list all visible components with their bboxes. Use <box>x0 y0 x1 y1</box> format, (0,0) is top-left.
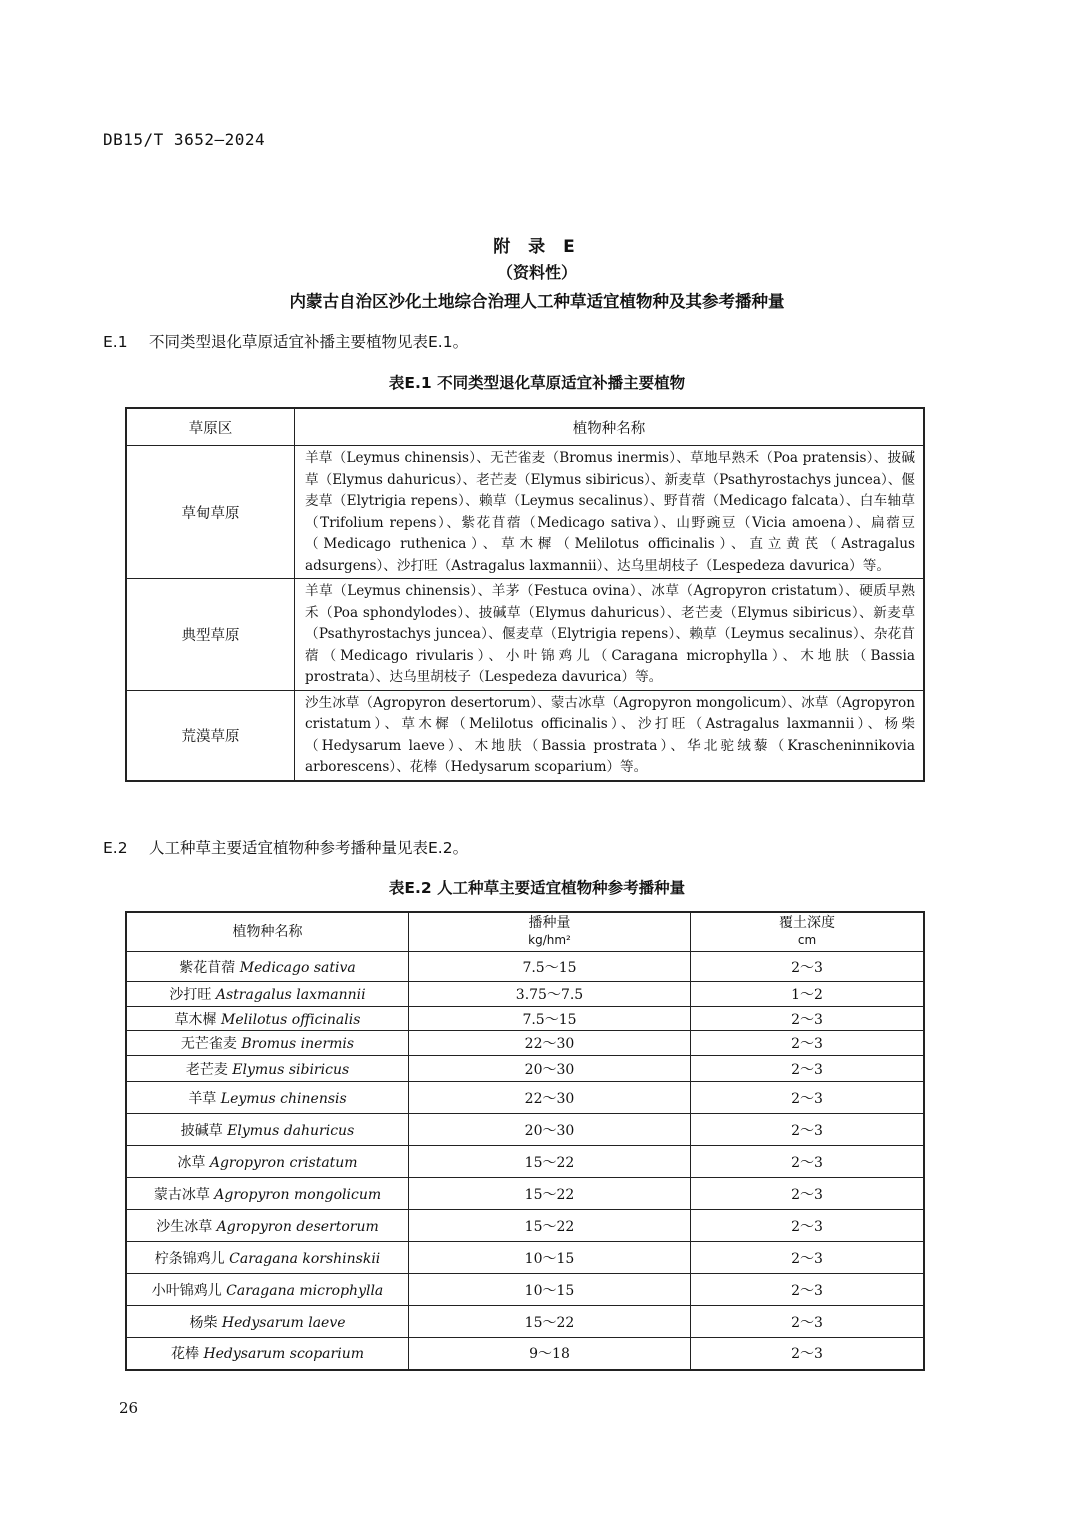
table-row <box>126 1178 924 1210</box>
standard-code: DB15/T 3652—2024 <box>103 130 266 149</box>
soil-depth-cell: 2～3 <box>691 1306 925 1338</box>
plant-name-cell <box>126 1274 409 1306</box>
region-cell: 草甸草原 <box>126 446 295 579</box>
clause-number: E.2 <box>103 839 128 857</box>
table-row <box>126 1338 924 1370</box>
plant-chinese-name: 沙打旺 <box>169 987 212 1003</box>
region-cell: 典型草原 <box>126 579 295 691</box>
plant-chinese-name: 羊草 <box>188 1090 217 1107</box>
soil-depth-cell: 2～3 <box>691 1338 925 1370</box>
table-row <box>126 1274 924 1306</box>
plant-name-cell <box>126 1114 409 1146</box>
seeding-rate-cell: 20～30 <box>409 1056 691 1082</box>
plant-scientific-name: Bromus inermis <box>241 1036 355 1052</box>
plant-scientific-name: Elymus dahuricus <box>227 1122 355 1139</box>
table-row <box>126 1210 924 1242</box>
table1-caption: 表E.1 不同类型退化草原适宜补播主要植物 <box>388 374 686 392</box>
seeding-rate-cell: 7.5～15 <box>409 1007 691 1031</box>
plant-scientific-name: Leymus chinensis <box>220 1090 347 1107</box>
column-header-rate <box>409 912 691 952</box>
plant-name-cell <box>126 952 409 982</box>
plant-chinese-name: 蒙古冰草 <box>153 1186 210 1203</box>
seeding-rate-cell: 10～15 <box>409 1274 691 1306</box>
plant-name-cell <box>126 1056 409 1082</box>
table-row <box>126 1031 924 1056</box>
rate-unit: kg/hm² <box>528 933 571 947</box>
table-row <box>126 690 924 781</box>
region-cell: 荒漠草原 <box>126 690 295 781</box>
plant-name-cell <box>126 982 409 1007</box>
plant-chinese-name: 冰草 <box>177 1154 206 1171</box>
plant-chinese-name: 沙生冰草 <box>156 1218 213 1235</box>
plant-chinese-name: 草木樨 <box>174 1011 217 1028</box>
species-cell: 羊草（Leymus chinensis）、羊茅（Festuca ovina）、冰草（Agropyron cristatum）、硬质早熟禾（Poa sphondylodes）、披碱草（Elymus dahuricus）、老芒麦（Elymus sibiricus）、新麦草（Psathyrostachys juncea）、偃麦草（Elytrigia repens）、赖草（Leymus secalinus）、杂花苜蓿（Medicago rivularis）、小叶锦鸡儿（Caragana microphylla）、木地肤（Bassia prostrata）、达乌里胡枝子（Lespedeza davurica）等。 <box>295 579 925 691</box>
column-header-depth <box>691 912 925 952</box>
column-header-name: 植物种名称 <box>126 912 409 952</box>
plant-scientific-name: Caragana korshinskii <box>229 1250 381 1267</box>
plant-name-cell <box>126 1031 409 1056</box>
table-row <box>126 1306 924 1338</box>
table-e2 <box>125 911 925 1371</box>
plant-name-cell <box>126 1178 409 1210</box>
table-e1 <box>125 407 925 782</box>
plant-name-cell <box>126 1306 409 1338</box>
plant-scientific-name: Astragalus laxmannii <box>215 987 366 1003</box>
seeding-rate-cell: 20～30 <box>409 1114 691 1146</box>
column-header-region: 草原区 <box>126 408 295 446</box>
appendix-type: （资料性） <box>496 263 577 282</box>
plant-scientific-name: Elymus sibiricus <box>232 1061 350 1078</box>
seeding-rate-cell: 10～15 <box>409 1242 691 1274</box>
seeding-rate-cell: 15～22 <box>409 1306 691 1338</box>
plant-name-cell <box>126 1338 409 1370</box>
plant-scientific-name: Agropyron cristatum <box>209 1154 358 1171</box>
soil-depth-cell: 2～3 <box>691 1146 925 1178</box>
seeding-rate-cell: 15～22 <box>409 1210 691 1242</box>
plant-chinese-name: 杨柴 <box>189 1314 218 1331</box>
table-row <box>126 952 924 982</box>
depth-unit: cm <box>797 933 817 947</box>
table-row <box>126 982 924 1007</box>
soil-depth-cell: 2～3 <box>691 1178 925 1210</box>
seeding-rate-cell: 22～30 <box>409 1082 691 1114</box>
table-row <box>126 446 924 579</box>
table-row <box>126 1082 924 1114</box>
plant-scientific-name: Medicago sativa <box>239 959 356 976</box>
plant-scientific-name: Agropyron mongolicum <box>214 1186 382 1203</box>
depth-label: 覆土深度 <box>779 915 835 931</box>
clause-e1 <box>103 330 468 352</box>
clause-text: 不同类型退化草原适宜补播主要植物见表E.1。 <box>149 333 469 351</box>
seeding-rate-cell: 9～18 <box>409 1338 691 1370</box>
plant-scientific-name: Agropyron desertorum <box>216 1218 379 1235</box>
species-cell: 羊草（Leymus chinensis）、无芒雀麦（Bromus inermis）、草地早熟禾（Poa pratensis）、披碱草（Elymus dahuricus）、老芒麦（Elymus sibiricus）、新麦草（Psathyrostachys juncea）、偃麦草（Elytrigia repens）、赖草（Leymus secalinus）、野苜蓿（Medicago falcata）、白车轴草（Trifolium repens）、紫花苜蓿（Medicago sativa）、山野豌豆（Vicia amoena）、扁蓿豆（Medicago ruthenica）、草木樨（Melilotus officinalis）、直立黄芪（Astragalus adsurgens）、沙打旺（Astragalus laxmannii）、达乌里胡枝子（Lespedeza davurica）等。 <box>295 446 925 579</box>
species-cell: 沙生冰草（Agropyron desertorum）、蒙古冰草（Agropyron mongolicum）、冰草（Agropyron cristatum）、草木樨（Melilotus officinalis）、沙打旺（Astragalus laxmannii）、杨柴（Hedysarum laeve）、木地肤（Bassia prostrata）、华北驼绒藜（Krascheninnikovia arborescens）、花棒（Hedysarum scoparium）等。 <box>295 690 925 781</box>
soil-depth-cell: 2～3 <box>691 1274 925 1306</box>
table-row <box>126 1146 924 1178</box>
table-row <box>126 1242 924 1274</box>
plant-scientific-name: Hedysarum scoparium <box>203 1346 364 1363</box>
seeding-rate-cell: 22～30 <box>409 1031 691 1056</box>
clause-e2 <box>103 836 468 858</box>
plant-name-cell <box>126 1007 409 1031</box>
plant-scientific-name: Caragana microphylla <box>226 1282 384 1299</box>
plant-name-cell <box>126 1082 409 1114</box>
page-number: 26 <box>119 1399 139 1417</box>
plant-name-cell <box>126 1210 409 1242</box>
plant-scientific-name: Melilotus officinalis <box>221 1011 361 1028</box>
table-row <box>126 579 924 691</box>
soil-depth-cell: 2～3 <box>691 1031 925 1056</box>
seeding-rate-cell: 7.5～15 <box>409 952 691 982</box>
soil-depth-cell: 2～3 <box>691 952 925 982</box>
plant-chinese-name: 紫花苜蓿 <box>179 959 236 976</box>
soil-depth-cell: 2～3 <box>691 1082 925 1114</box>
plant-chinese-name: 无芒雀麦 <box>180 1036 237 1052</box>
soil-depth-cell: 2～3 <box>691 1056 925 1082</box>
soil-depth-cell: 2～3 <box>691 1007 925 1031</box>
soil-depth-cell: 2～3 <box>691 1210 925 1242</box>
appendix-title: 附 录 E <box>493 237 581 257</box>
soil-depth-cell: 2～3 <box>691 1242 925 1274</box>
plant-chinese-name: 老芒麦 <box>185 1061 228 1078</box>
column-header-species: 植物种名称 <box>295 408 925 446</box>
table-e2-body <box>126 952 924 1370</box>
plant-name-cell <box>126 1146 409 1178</box>
plant-chinese-name: 花棒 <box>170 1346 199 1363</box>
plant-chinese-name: 小叶锦鸡儿 <box>151 1282 222 1299</box>
soil-depth-cell: 2～3 <box>691 1114 925 1146</box>
plant-name-cell <box>126 1242 409 1274</box>
table2-caption: 表E.2 人工种草主要适宜植物种参考播种量 <box>388 879 686 897</box>
appendix-heading: 内蒙古自治区沙化土地综合治理人工种草适宜植物种及其参考播种量 <box>289 292 785 311</box>
clause-number: E.1 <box>103 333 128 351</box>
table-row <box>126 1114 924 1146</box>
plant-chinese-name: 柠条锦鸡儿 <box>154 1250 225 1267</box>
seeding-rate-cell: 15～22 <box>409 1146 691 1178</box>
seeding-rate-cell: 15～22 <box>409 1178 691 1210</box>
rate-label: 播种量 <box>528 915 571 931</box>
table-row <box>126 1056 924 1082</box>
seeding-rate-cell: 3.75～7.5 <box>409 982 691 1007</box>
plant-scientific-name: Hedysarum laeve <box>221 1314 346 1331</box>
clause-text: 人工种草主要适宜植物种参考播种量见表E.2。 <box>149 839 469 857</box>
plant-chinese-name: 披碱草 <box>180 1122 223 1139</box>
soil-depth-cell: 1～2 <box>691 982 925 1007</box>
table-row <box>126 1007 924 1031</box>
